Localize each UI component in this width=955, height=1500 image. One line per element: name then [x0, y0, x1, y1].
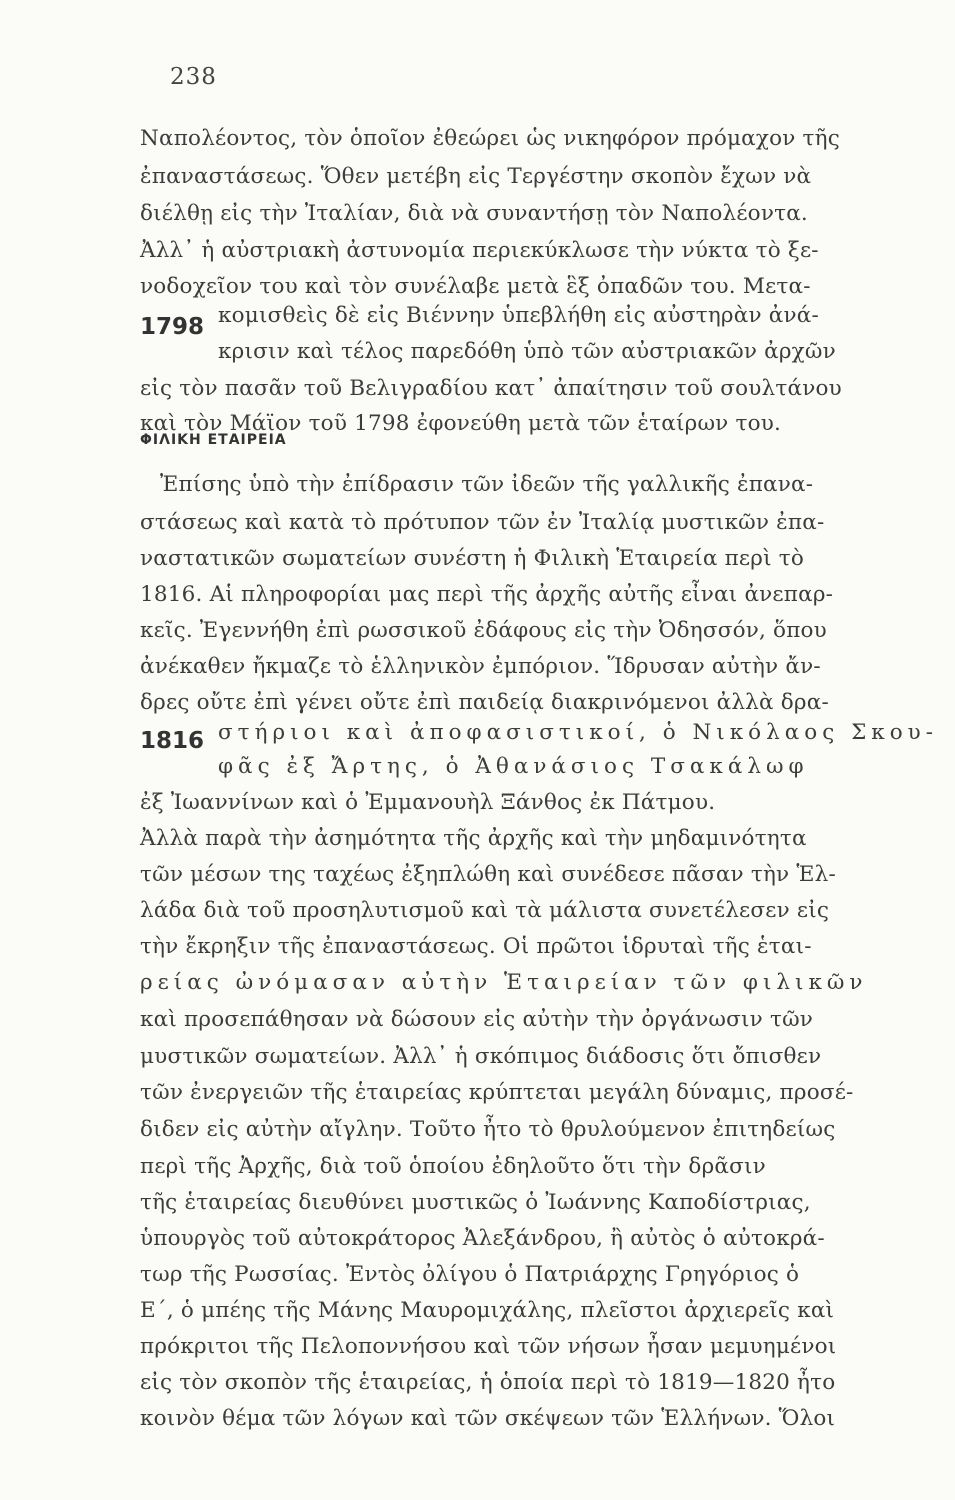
text-line: τωρ τῆς Ρωσσίας. Ἐντὸς ὀλίγου ὁ Πατριάρχης Γρηγόριος ὁ: [140, 1262, 800, 1287]
text-line: κρισιν καὶ τέλος παρεδόθη ὑπὸ τῶν αὐστριακῶν ἀρχῶν: [218, 339, 836, 364]
text-line: εἰς τὸν σκοπὸν τῆς ἑταιρείας, ἡ ὁποία περὶ τὸ 1819—1820 ἦτο: [140, 1370, 836, 1395]
text-line: τῆς ἑταιρείας διευθύνει μυστικῶς ὁ Ἰωάννης Καποδίστριας,: [140, 1190, 811, 1215]
text-line: Ε΄, ὁ μπέης τῆς Μάνης Μαυρομιχάλης, πλεῖστοι ἀρχιερεῖς καὶ: [140, 1298, 835, 1323]
text-line: νοδοχεῖον του καὶ τὸν συνέλαβε μετὰ ἓξ ὀπαδῶν του. Μετα-: [140, 274, 811, 299]
text-line: Ναπολέοντος, τὸν ὁποῖον ἐθεώρει ὡς νικηφόρον πρόμαχον τῆς: [140, 126, 840, 151]
text-line: δρες οὔτε ἐπὶ γένει οὔτε ἐπὶ παιδείᾳ διακρινόμενοι ἀλλὰ δρα-: [140, 690, 829, 715]
text-line: κομισθεὶς δὲ εἰς Βιέννην ὑπεβλήθη εἰς αὐστηρὰν ἀνά-: [218, 303, 819, 328]
text-line: μυστικῶν σωματείων. Ἀλλ᾽ ἡ σκόπιμος διάδοσις ὅτι ὄπισθεν: [140, 1044, 822, 1069]
text-line: λάδα διὰ τοῦ προσηλυτισμοῦ καὶ τὰ μάλιστα συνετέλεσεν εἰς: [140, 898, 830, 923]
margin-year-1816: 1816: [140, 728, 205, 754]
text-line: Ἀλλ᾽ ἡ αὐστριακὴ ἀστυνομία περιεκύκλωσε τὴν νύκτα τὸ ξε-: [140, 238, 819, 263]
text-line: ἐπαναστάσεως. Ὅθεν μετέβη εἰς Τεργέστην σκοπὸν ἔχων νὰ: [140, 164, 812, 189]
text-line: πρόκριτοι τῆς Πελοποννήσου καὶ τῶν νήσων ἦσαν μεμυημένοι: [140, 1334, 837, 1359]
text-line: φᾶς ἐξ Ἄρτης, ὁ Ἀθανάσιος Τσακάλωφ: [218, 754, 809, 779]
text-line: Ἀλλὰ παρὰ τὴν ἀσημότητα τῆς ἀρχῆς καὶ τὴν μηδαμινότητα: [140, 826, 807, 851]
section-heading: ΦΙΛΙΚΗ ΕΤΑΙΡΕΙΑ: [140, 432, 287, 448]
text-line: ὑπουργὸς τοῦ αὐτοκράτορος Ἀλεξάνδρου, ἢ αὐτὸς ὁ αὐτοκρά-: [140, 1226, 825, 1251]
text-line: καὶ τὸν Μάϊον τοῦ 1798 ἐφονεύθη μετὰ τῶν ἑταίρων του.: [140, 411, 782, 436]
text-line: ἀνέκαθεν ἤκμαζε τὸ ἑλληνικὸν ἐμπόριον. Ἵδρυσαν αὐτὴν ἄν-: [140, 654, 821, 679]
text-line: στάσεως καὶ κατὰ τὸ πρότυπον τῶν ἐν Ἰταλίᾳ μυστικῶν ἐπα-: [140, 510, 825, 535]
text-line: τῶν μέσων της ταχέως ἐξηπλώθη καὶ συνέδεσε πᾶσαν τὴν Ἑλ-: [140, 862, 836, 887]
text-line: κοινὸν θέμα τῶν λόγων καὶ τῶν σκέψεων τῶν Ἑλλήνων. Ὅλοι: [140, 1406, 836, 1431]
text-line: διέλθῃ εἰς τὴν Ἰταλίαν, διὰ νὰ συναντήσῃ τὸν Ναπολέοντα.: [140, 201, 808, 226]
text-line: εἰς τὸν πασᾶν τοῦ Βελιγραδίου κατ᾽ ἀπαίτησιν τοῦ σουλτάνου: [140, 376, 842, 401]
text-line: ρείας ὠνόμασαν αὐτὴν Ἑταιρείαν τῶν φιλικῶν: [140, 970, 868, 995]
text-line: τῶν ἐνεργειῶν τῆς ἑταιρείας κρύπτεται μεγάλη δύναμις, προσέ-: [140, 1080, 854, 1105]
text-line: διδεν εἰς αὐτὴν αἴγλην. Τοῦτο ἦτο τὸ θρυλούμενον ἐπιτηδείως: [140, 1117, 836, 1142]
text-line: ἐξ Ἰωαννίνων καὶ ὁ Ἐμμανουὴλ Ξάνθος ἐκ Πάτμου.: [140, 790, 716, 815]
text-line: 1816. Αἱ πληροφορίαι μας περὶ τῆς ἀρχῆς αὐτῆς εἶναι ἀνεπαρ-: [140, 582, 834, 607]
text-line: στήριοι καὶ ἀποφασιστικοί, ὁ Νικόλαος Σκου-: [218, 720, 938, 745]
text-line: Ἐπίσης ὑπὸ τὴν ἐπίδρασιν τῶν ἰδεῶν τῆς γαλλικῆς ἐπανα-: [160, 472, 814, 497]
margin-year-1798: 1798: [140, 314, 205, 340]
text-line: καὶ προσεπάθησαν νὰ δώσουν εἰς αὐτὴν τὴν ὀργάνωσιν τῶν: [140, 1007, 814, 1032]
text-line: περὶ τῆς Ἀρχῆς, διὰ τοῦ ὁποίου ἐδηλοῦτο ὅτι τὴν δρᾶσιν: [140, 1154, 766, 1179]
text-line: τὴν ἔκρηξιν τῆς ἐπαναστάσεως. Οἱ πρῶτοι ἱδρυταὶ τῆς ἑται-: [140, 934, 812, 959]
text-line: ναστατικῶν σωματείων συνέστη ἡ Φιλικὴ Ἑταιρεία περὶ τὸ: [140, 546, 804, 571]
text-line: κεῖς. Ἐγεννήθη ἐπὶ ρωσσικοῦ ἐδάφους εἰς τὴν Ὀδησσόν, ὅπου: [140, 618, 827, 643]
page-number: 238: [170, 64, 217, 90]
